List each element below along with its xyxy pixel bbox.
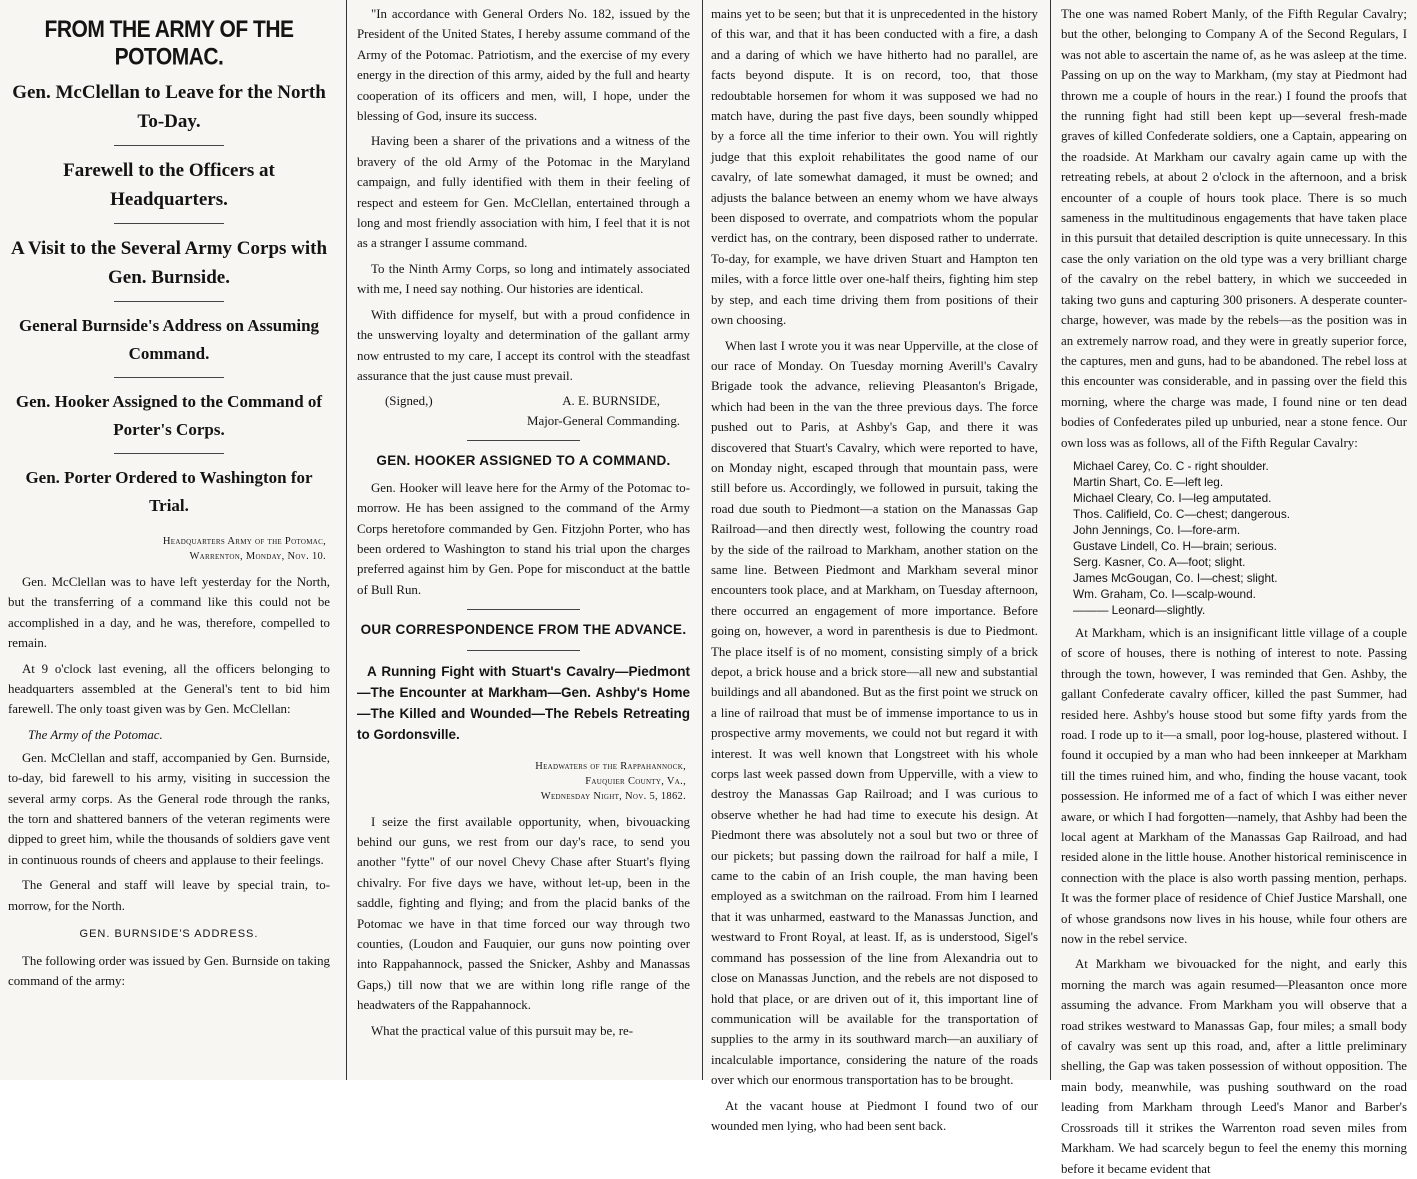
paragraph: At Markham we bivouacked for the night, and early this morning the march was again resumed—Pleasanton once more assuming the advance. From Markham you will observe that a road strikes westward to Manassas Gap, four miles; a small body of cavalry was sent up this road, and, after a little preliminary shelling, the Gap was taken possession of without opposition. The main body, meanwhile, was pushing southward on the road leading from Markham through Leed's Manor and Barber's Crossroads till it strikes the Warrenton road seven miles from Markham. We had scarcely begun to feel the enemy this morning before it became evident that [1061,957,1407,1176]
casualty-item: Thos. Califield, Co. C—chest; dangerous. [1073,506,1291,521]
masthead: FROM THE ARMY OF THE POTOMAC. [44,16,294,71]
paragraph: The one was named Robert Manly, of the Fifth Regular Cavalry; but the other, belonging to Company A of the Second Regulars, I was not able to ascertain the name of, as he was asleep at the time. Passing on up on the way to Markham, (my stay at Piedmont had thrown me a couple of hours in the rear.) I found the proofs that the running fight had still been kept up—several fresh-made graves of killed Confederate soldiers, one a Captain, appearing on the roadside. At Markham our cavalry again came up with the retreating rebels, at about 2 o'clock in the afternoon, and a brisk encounter of a couple of hours took place. There is so much sameness in the multitudinous engagements that have taken place in this pursuit that detailed description is quite unnecessary. In this case the only variation on the old type was a very brilliant charge of the cavalry on the rebel battery, in which we succeeded in taking two guns and capturing 300 prisoners. A desperate counter-charge, however, was made by the rebels—as the position was in an extremely narrow road, and they were in greatly superior force, the captures, men and guns, had to be abandoned. The rebel loss at this encounter was considerable, and in passing over the field this morning, where the charge was made, I found nine or ten dead bodies of Confederates piled up unburied, near a stone fence. Our own loss was as follows, all of the Fifth Regular Cavalry: [1061,7,1407,450]
column-1 [0,0,340,1080]
casualty-item: Wm. Graham, Co. I—scalp-wound. [1073,586,1256,601]
paragraph: What the practical value of this pursuit may be, re- [371,1023,634,1038]
dateline [357,759,686,804]
casualty-item: John Jennings, Co. I—fore-arm. [1073,522,1241,537]
rule [467,609,580,610]
paragraph: With diffidence for myself, but with a proud confidence in the unswerving loyalty and determination of the gallant army now entrusted to my care, I accept its control with the steadfast assurance that the just cause must prevail. [357,307,690,383]
signer-rank: Major-General Commanding. [527,414,680,429]
paragraph: Having been a sharer of the privations and a witness of the bravery of the old Army of the Potomac in the Maryland campaign, and fully identified with them in their feeling of respect and esteem for Gen. McClellan, entertained through a long and most friendly association with him, I feel that it is not as a stranger I assume command. [357,134,690,251]
paragraph: To the Ninth Army Corps, so long and intimately associated with me, I need say nothing. Our histories are identical. [357,261,690,297]
casualty-item: Michael Cleary, Co. I—leg amputated. [1073,490,1272,505]
rule [467,440,580,441]
paragraph: Gen. McClellan and staff, accompanied by Gen. Burnside, to-day, bid farewell to his army, visiting in succession the several army corps. As the General rode through the ranks, the torn and shattered banners of the veteran regiments were dipped to greet him, while the thousands of soldiers gave vent in continuous rounds of cheers and applause to their feelings. [8,750,330,867]
casualty-list [1061,458,1407,618]
dateline-line: Wednesday Night, Nov. 5, 1862. [540,790,686,802]
column-3 [702,0,1046,1133]
paragraph: Gen. Hooker will leave here for the Army of the Potomac to-morrow. He has been assigned to the command of the Army Corps heretofore commanded by Gen. Fitzjohn Porter, who has been ordered to Washington to stand his trial upon the charges preferred against him by Gen. Pope for misconduct at the battle of Bull Run. [357,480,690,597]
dateline-line: Headwaters of the Rappahannock, [535,760,686,772]
paragraph: "In accordance with General Orders No. 182, issued by the President of the United States, I hereby assume command of the Army of the Potomac. Patriotism, and the exercise of my every energy in the direction of this army, aided by the full and hearty cooperation of its officers and men, will, I hope, under the blessing of God, insure its success. [357,7,690,124]
column-2 [346,0,698,1080]
paragraph: At 9 o'clock last evening, all the officers belonging to headquarters assembled at the General's tent to bid him farewell. The only toast given was by Gen. McClellan: [8,661,330,717]
rule [114,301,223,302]
rule [114,145,223,146]
paragraph: The General and staff will leave by special train, to-morrow, for the North. [8,878,330,913]
article-deck: A Running Fight with Stuart's Cavalry—Piedmont—The Encounter at Markham—Gen. Ashby's Home—The Killed and Wounded—The Rebels Retreating to Gordonsville. [357,663,690,742]
casualty-item: James McGougan, Co. I—chest; slight. [1073,570,1278,585]
casualty-item: ——— Leonard—slightly. [1073,602,1206,617]
subhead-hooker-assigned: Gen. Hooker Assigned to the Command of Porter's Corps. [15,392,323,439]
dateline-line: Fauquier County, Va., [585,775,686,787]
signature-block [357,391,690,431]
rule [114,223,223,224]
article-body [357,4,690,1041]
signer-name: A. E. BURNSIDE, [562,394,660,409]
article-body [711,4,1038,1136]
article-body [8,572,330,991]
article-body [1061,4,1407,1179]
casualty-item: Serg. Kasner, Co. A—foot; slight. [1073,554,1246,569]
rule [467,650,580,651]
toast-text: The Army of the Potomac. [28,727,163,742]
casualty-item: Michael Carey, Co. C - right shoulder. [1073,458,1269,473]
section-heading: GEN. BURNSIDE'S ADDRESS. [79,928,259,941]
subhead-farewell: Farewell to the Officers at Headquarters. [63,160,275,210]
subhead-burnside-address: General Burnside's Address on Assuming Command. [18,316,320,363]
paragraph: At the vacant house at Piedmont I found two of our wounded men lying, who had been sent back. [711,1098,1038,1133]
paragraph: Gen. McClellan was to have left yesterday for the North, but the transferring of a command like this could not be accomplished in a day, and he was, therefore, compelled to remain. [8,575,330,651]
dateline-line: Warrenton, Monday, Nov. 10. [189,551,326,562]
section-heading-correspondence: OUR CORRESPONDENCE FROM THE ADVANCE. [360,622,687,638]
paragraph: At Markham, which is an insignificant little village of a couple of score of houses, there is nothing of interest to note. Passing through the town, however, I was reminded that Gen. Ashby, the gallant Confederate cavalry officer, killed the past Summer, had resided here. Ashby's house stood but some fifty yards from the road. I rode up to it—a small, poor log-house, plastered without. I found it occupied by a man who had been innkeeper at Markham till the times ruined him, and who, finding the house vacant, took possession. He informed me of a fact of which I was either never aware, or which I had forgotten—namely, that Ashby had been the local agent at Markham of the Manassas Gap Railroad, and had resided alone in the little house. Another historical reminiscence in connection with the place is also worth passing mention, perhaps. It was the former place of residence of Chief Justice Marshall, one of whose grandsons now lives in his house, while four others are now in the rebel service. [1061,625,1407,947]
paragraph: I seize the first available opportunity, when, bivouacking behind our guns, we rest from our day's race, to send you another "fytte" of our novel Chevy Chase after Stuart's flying chivalry. For five days we have, without let-up, been in the saddle, fighting and flying; and from the placid banks of the Potomac we have in that time forced our way through two counties, (Loudon and Fauquier, our guns now pointing over into Rappahannock, passed the Snicker, Ashby and Manassas Gaps,) till now that we are within long rifle range of the headwaters of the Rappahannock. [357,814,690,1013]
rule [114,377,223,378]
casualty-item: Gustave Lindell, Co. H—brain; serious. [1073,538,1277,553]
signed-label: (Signed,) [385,394,433,409]
subhead-porter-ordered: Gen. Porter Ordered to Washington for Trial. [25,468,313,515]
paragraph: mains yet to be seen; but that it is unprecedented in the history of this war, and that it has been conducted with a fire, a dash and a daring of which we have hitherto had no parallel, are facts beyond dispute. It is on record, too, that those redoubtable horsemen for whom it was supposed we had no match have, during the past five days, been soundly whipped by a force all the time inferior to their own. You will rightly judge that this exploit rehabilitates the good name of our cavalry, of late somewhat damaged, it must be owned; and adjusts the balance between an enemy whom we have always been disposed to overrate, and compatriots whom the popular verdict has, on the contrary, been disposed rather to underrate. To-day, for example, we have driven Stuart and Hampton ten miles, with a force little over one-half theirs, fighting him step by step, and each time driving them from positions of their own choosing. [711,7,1038,328]
dateline [8,534,326,564]
section-heading-hooker: GEN. HOOKER ASSIGNED TO A COMMAND. [376,453,671,469]
subhead-mcclellan-leave: Gen. McClellan to Leave for the North To-Day. [12,82,326,132]
rule [114,453,223,454]
casualty-item: Martin Shart, Co. E—left leg. [1073,474,1224,489]
paragraph: The following order was issued by Gen. Burnside on taking command of the army: [8,953,330,988]
paragraph: When last I wrote you it was near Upperville, at the close of our race of Monday. On Tuesday morning Averill's Cavalry Brigade took the advance, relieving Pleasanton's Brigade, which had been in the van the three previous days. The force pushed out to Paris, at Ashby's Gap, and there it was discovered that Stuart's Cavalry, which were reported to have, on Monday night, escaped through that mountain pass, were still before us. Accordingly, we followed in pursuit, taking the road due south to Piedmont—a station on the Manassas Gap Railroad—and then directly west, following the country road by the side of the railroad to Markham, another station on the same line. Between Piedmont and Markham several minor encounters took place, and at Markham, on Tuesday afternoon, there occurred an engagement of more importance. Before going on, however, a word in parenthesis is due to Piedmont. The place itself is of no moment, consisting simply of a brick depot, a brick house and a brick store—all new and substantial buildings and all abandoned. But as the first point we struck on a line of railroad that must be of immense importance to us in prospective army movements, we could not but regard it with interest. It was well known that Longstreet with his whole corps last week passed down from Upperville, with a view to destroy the Manassas Gap Railroad; and I was curious to observe whether he had had time to execute his design. At Piedmont there was absolutely not a soul but two or three of our pickets; but passing down the railroad for half a mile, I came to the cabin of an Irish couple, the man having been employed as a switchman on the railroad. From him I learned that it was unharmed, eastward to the Manassas Junction, and westward to Front Royal, at least. If, as is understood, Sigel's command has possession of the line from Alexandria out to close on Manassas Junction, and the rebels are not disposed to hold that place, or are driven out of it, this important line of communication will be available for the transportation of supplies to the army in its southward march—an auxiliary of incalculable importance, considering the nature of the roads over which our enormous transportation has to be brought. [711,338,1038,1088]
dateline-line: Headquarters Army of the Potomac, [162,536,326,547]
column-4 [1050,0,1417,1176]
subhead-visit-corps: A Visit to the Several Army Corps with Gen. Burnside. [10,238,328,288]
